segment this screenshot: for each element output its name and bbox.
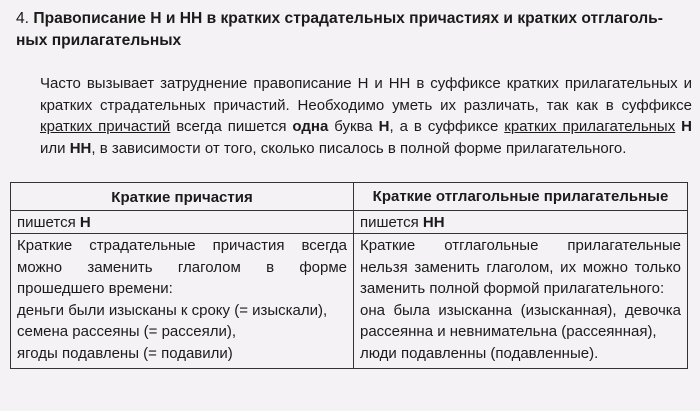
marker-prefix: пишется — [17, 214, 80, 231]
participles-rule-text: Краткие страдательные причастия всегда можно заменить глаголом в форме прошедшего времени: — [17, 237, 347, 297]
adjectives-rule-cell — [354, 234, 688, 369]
bold-word-one: одна — [292, 118, 329, 135]
marker-prefix: пишется — [360, 214, 423, 231]
table-header-row — [11, 183, 688, 211]
underlined-term-participles: кратких причастий — [40, 118, 171, 135]
underlined-term-adjectives: кратких прилагательных — [504, 118, 676, 135]
intro-text-part: или — [40, 139, 70, 157]
marker-letters-nn: НН — [422, 214, 445, 231]
intro-paragraph — [6, 73, 692, 159]
table-body-row — [11, 234, 688, 369]
section-number: 4. — [16, 10, 30, 27]
marker-letter-n: Н — [79, 214, 91, 231]
section-heading — [16, 8, 688, 52]
intro-text-part: всегда пишется — [170, 118, 293, 135]
participles-rule-cell — [11, 234, 354, 369]
marker-cell-nn — [354, 211, 688, 234]
rules-table — [10, 182, 688, 369]
participles-example: деньги были изысканы к сроку (= изыскали), — [17, 301, 328, 319]
participles-example: ягоды подавлены (= подавили) — [17, 344, 233, 362]
intro-text — [6, 73, 692, 159]
bold-letter-n-2: Н — [681, 118, 693, 135]
intro-text-part: буква — [328, 118, 379, 135]
table-marker-row — [11, 211, 688, 234]
bold-letters-nn: НН — [69, 139, 92, 157]
header-short-participles: Краткие причастия — [11, 183, 354, 211]
intro-text-part: , а в суффиксе — [389, 118, 505, 135]
adjectives-example: она была изысканна (изысканная), девочка рассеянна и невнимательна (рассеянная), — [360, 301, 681, 340]
intro-text-part: Часто вызывает затруднение правописание Н и НН в суффиксе кратких прилагательных и кратких страдательных причастий. Необходимо уметь их различать, так как в суффиксе — [40, 75, 692, 114]
section-title: Правописание Н и НН в кратких страдательных причастиях и кратких отглаголь-ных прилагательных — [16, 10, 663, 49]
participles-example: семена рассеяны (= рассеяли), — [17, 323, 237, 340]
header-short-adjectives: Краткие отглагольные прилагательные — [354, 183, 688, 211]
marker-cell-n — [11, 211, 354, 234]
adjectives-rule-text: Краткие отглагольные прилагательные нельзя заменить глаголом, их можно только заменить полной формой прилагательного: — [360, 237, 681, 297]
bold-letter-n: Н — [378, 118, 390, 135]
intro-text-part: , в зависимости от того, сколько писалось в полной форме прилагательного. — [91, 139, 627, 157]
adjectives-example: люди подавленны (подавленные). — [360, 344, 599, 362]
